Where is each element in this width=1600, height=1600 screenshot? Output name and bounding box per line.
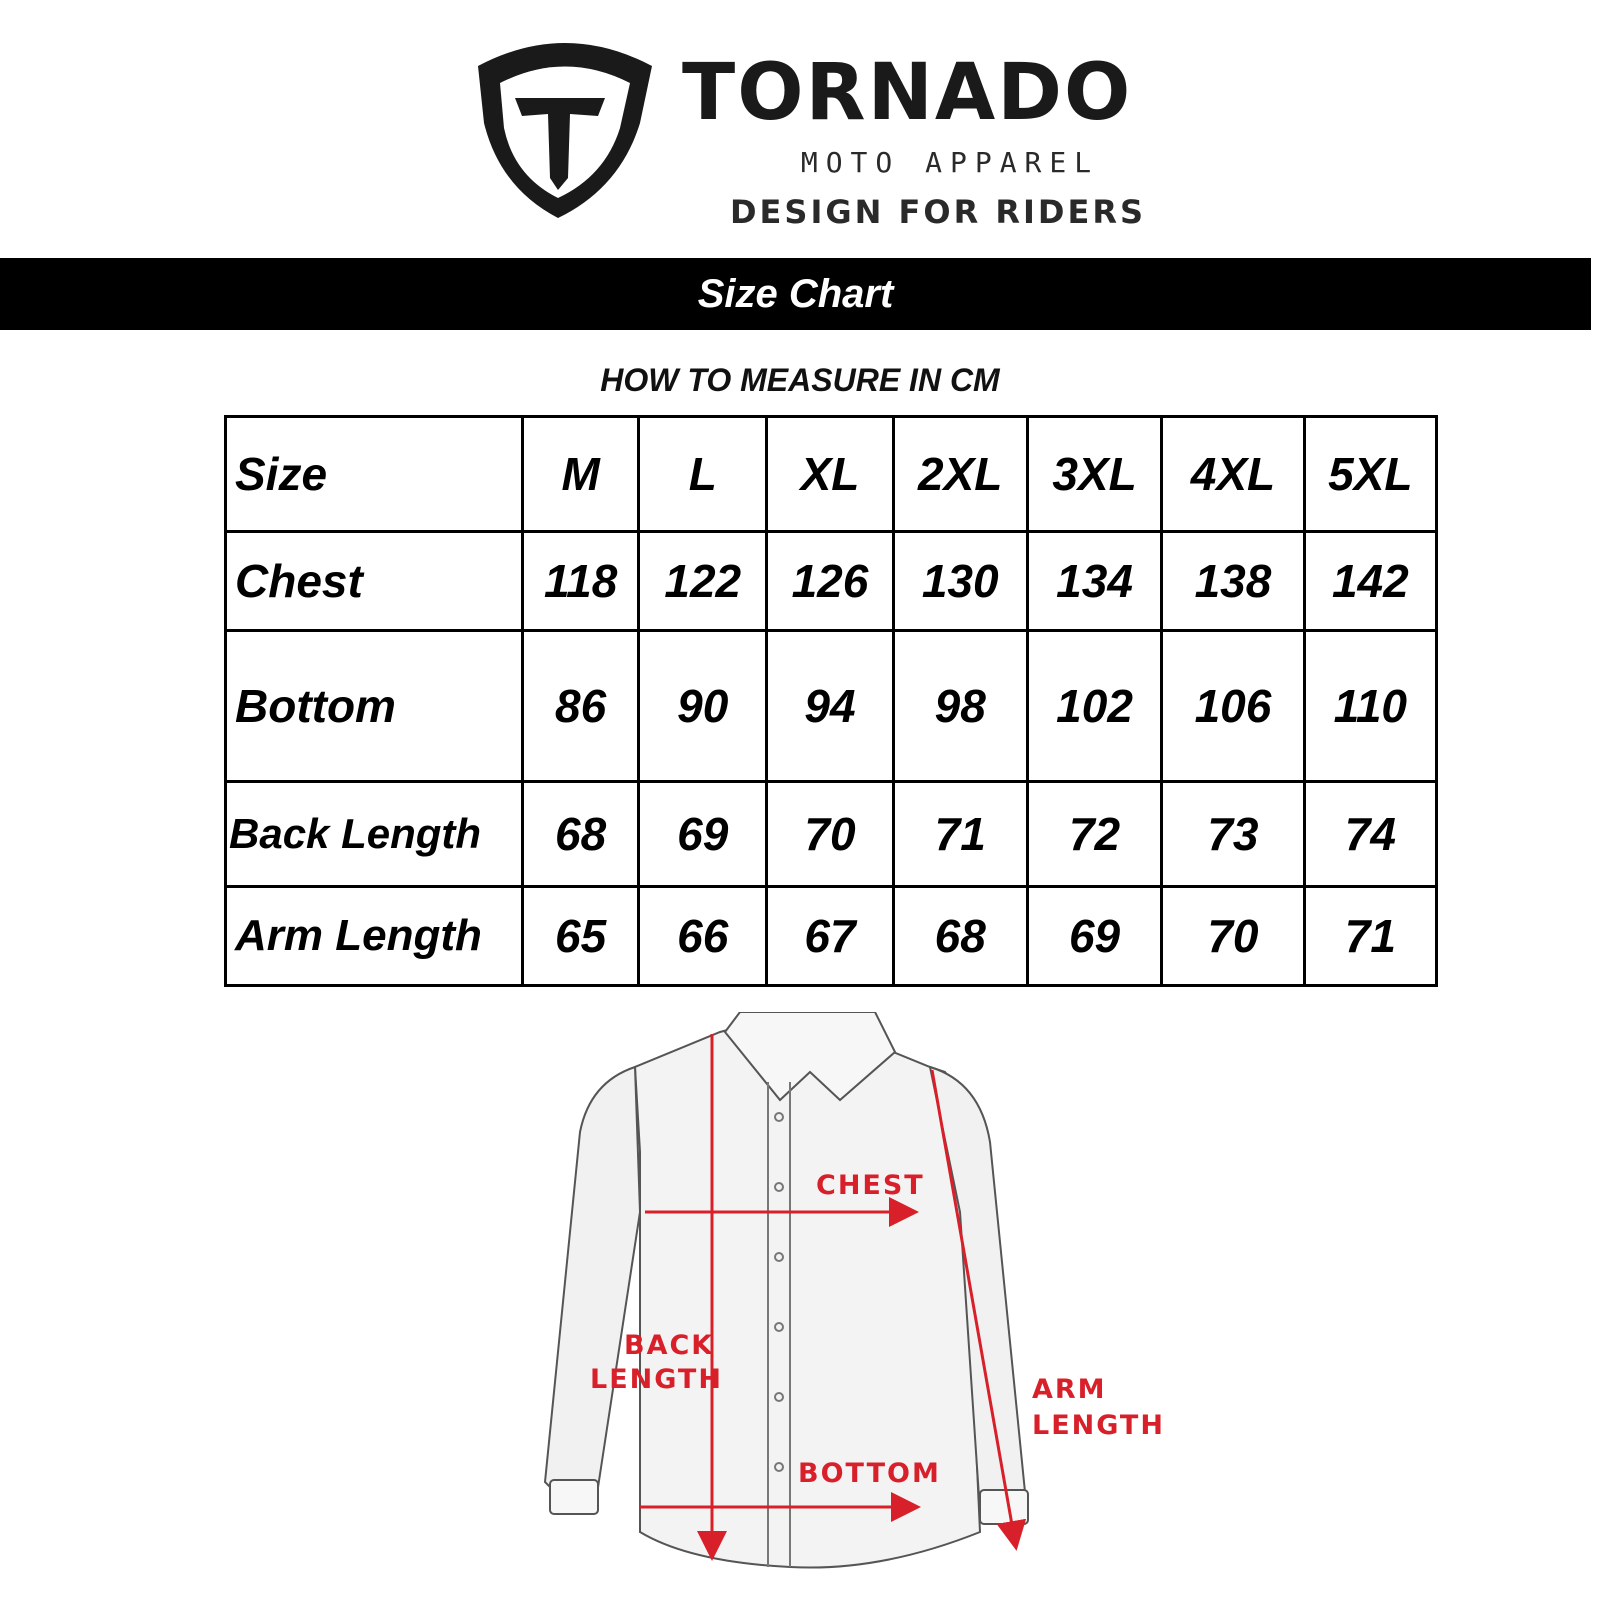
size-header-cell: M	[523, 417, 639, 532]
value-cell: 102	[1027, 631, 1161, 782]
table-row	[226, 887, 1437, 986]
value-cell: 110	[1304, 631, 1436, 782]
shirt-measurement-diagram	[540, 1012, 1180, 1600]
row-label-cell: Chest	[226, 532, 523, 631]
bottom-label: BOTTOM	[798, 1458, 941, 1489]
header-label-cell: Size	[226, 417, 523, 532]
size-header-cell: 4XL	[1162, 417, 1304, 532]
shield-logo-icon	[470, 28, 660, 223]
arm-length-label-line2: LENGTH	[1032, 1410, 1165, 1441]
chest-label: CHEST	[816, 1170, 925, 1201]
value-cell: 65	[523, 887, 639, 986]
value-cell: 72	[1027, 782, 1161, 887]
shirt-left-sleeve	[545, 1067, 640, 1507]
value-cell: 67	[767, 887, 893, 986]
size-header-cell: 3XL	[1027, 417, 1161, 532]
value-cell: 73	[1162, 782, 1304, 887]
value-cell: 122	[639, 532, 767, 631]
value-cell: 142	[1304, 532, 1436, 631]
measure-note: HOW TO MEASURE IN CM	[600, 362, 1000, 398]
value-cell: 90	[639, 631, 767, 782]
value-cell: 74	[1304, 782, 1436, 887]
value-cell: 66	[639, 887, 767, 986]
table-row	[226, 631, 1437, 782]
value-cell: 134	[1027, 532, 1161, 631]
size-table	[224, 415, 1438, 987]
size-header-cell: XL	[767, 417, 893, 532]
brand-name: TORNADO	[682, 48, 1133, 138]
value-cell: 68	[523, 782, 639, 887]
value-cell: 98	[893, 631, 1027, 782]
brand-tagline: DESIGN FOR RIDERS	[729, 193, 1147, 231]
value-cell: 69	[639, 782, 767, 887]
value-cell: 94	[767, 631, 893, 782]
shirt-illustration	[540, 1012, 1180, 1600]
title-banner	[0, 258, 1591, 330]
value-cell: 130	[893, 532, 1027, 631]
value-cell: 71	[1304, 887, 1436, 986]
value-cell: 86	[523, 631, 639, 782]
row-label-cell: Back Length	[226, 782, 523, 887]
value-cell: 138	[1162, 532, 1304, 631]
page-title: Size Chart	[697, 272, 894, 316]
value-cell: 70	[767, 782, 893, 887]
brand-logo	[470, 28, 1210, 231]
table-row	[226, 782, 1437, 887]
brand-subtitle: MOTO APPAREL	[800, 146, 1100, 179]
size-header-cell: 5XL	[1304, 417, 1436, 532]
value-cell: 68	[893, 887, 1027, 986]
arm-length-label-line1: ARM	[1032, 1374, 1107, 1405]
value-cell: 126	[767, 532, 893, 631]
back-length-label-line1: BACK	[624, 1330, 715, 1361]
table-row	[226, 532, 1437, 631]
value-cell: 71	[893, 782, 1027, 887]
back-length-label-line2: LENGTH	[590, 1364, 723, 1395]
value-cell: 106	[1162, 631, 1304, 782]
row-label-cell: Bottom	[226, 631, 523, 782]
value-cell: 70	[1162, 887, 1304, 986]
value-cell: 69	[1027, 887, 1161, 986]
size-header-cell: 2XL	[893, 417, 1027, 532]
table-header-row	[226, 417, 1437, 532]
size-header-cell: L	[639, 417, 767, 532]
row-label-cell: Arm Length	[226, 887, 523, 986]
value-cell: 118	[523, 532, 639, 631]
